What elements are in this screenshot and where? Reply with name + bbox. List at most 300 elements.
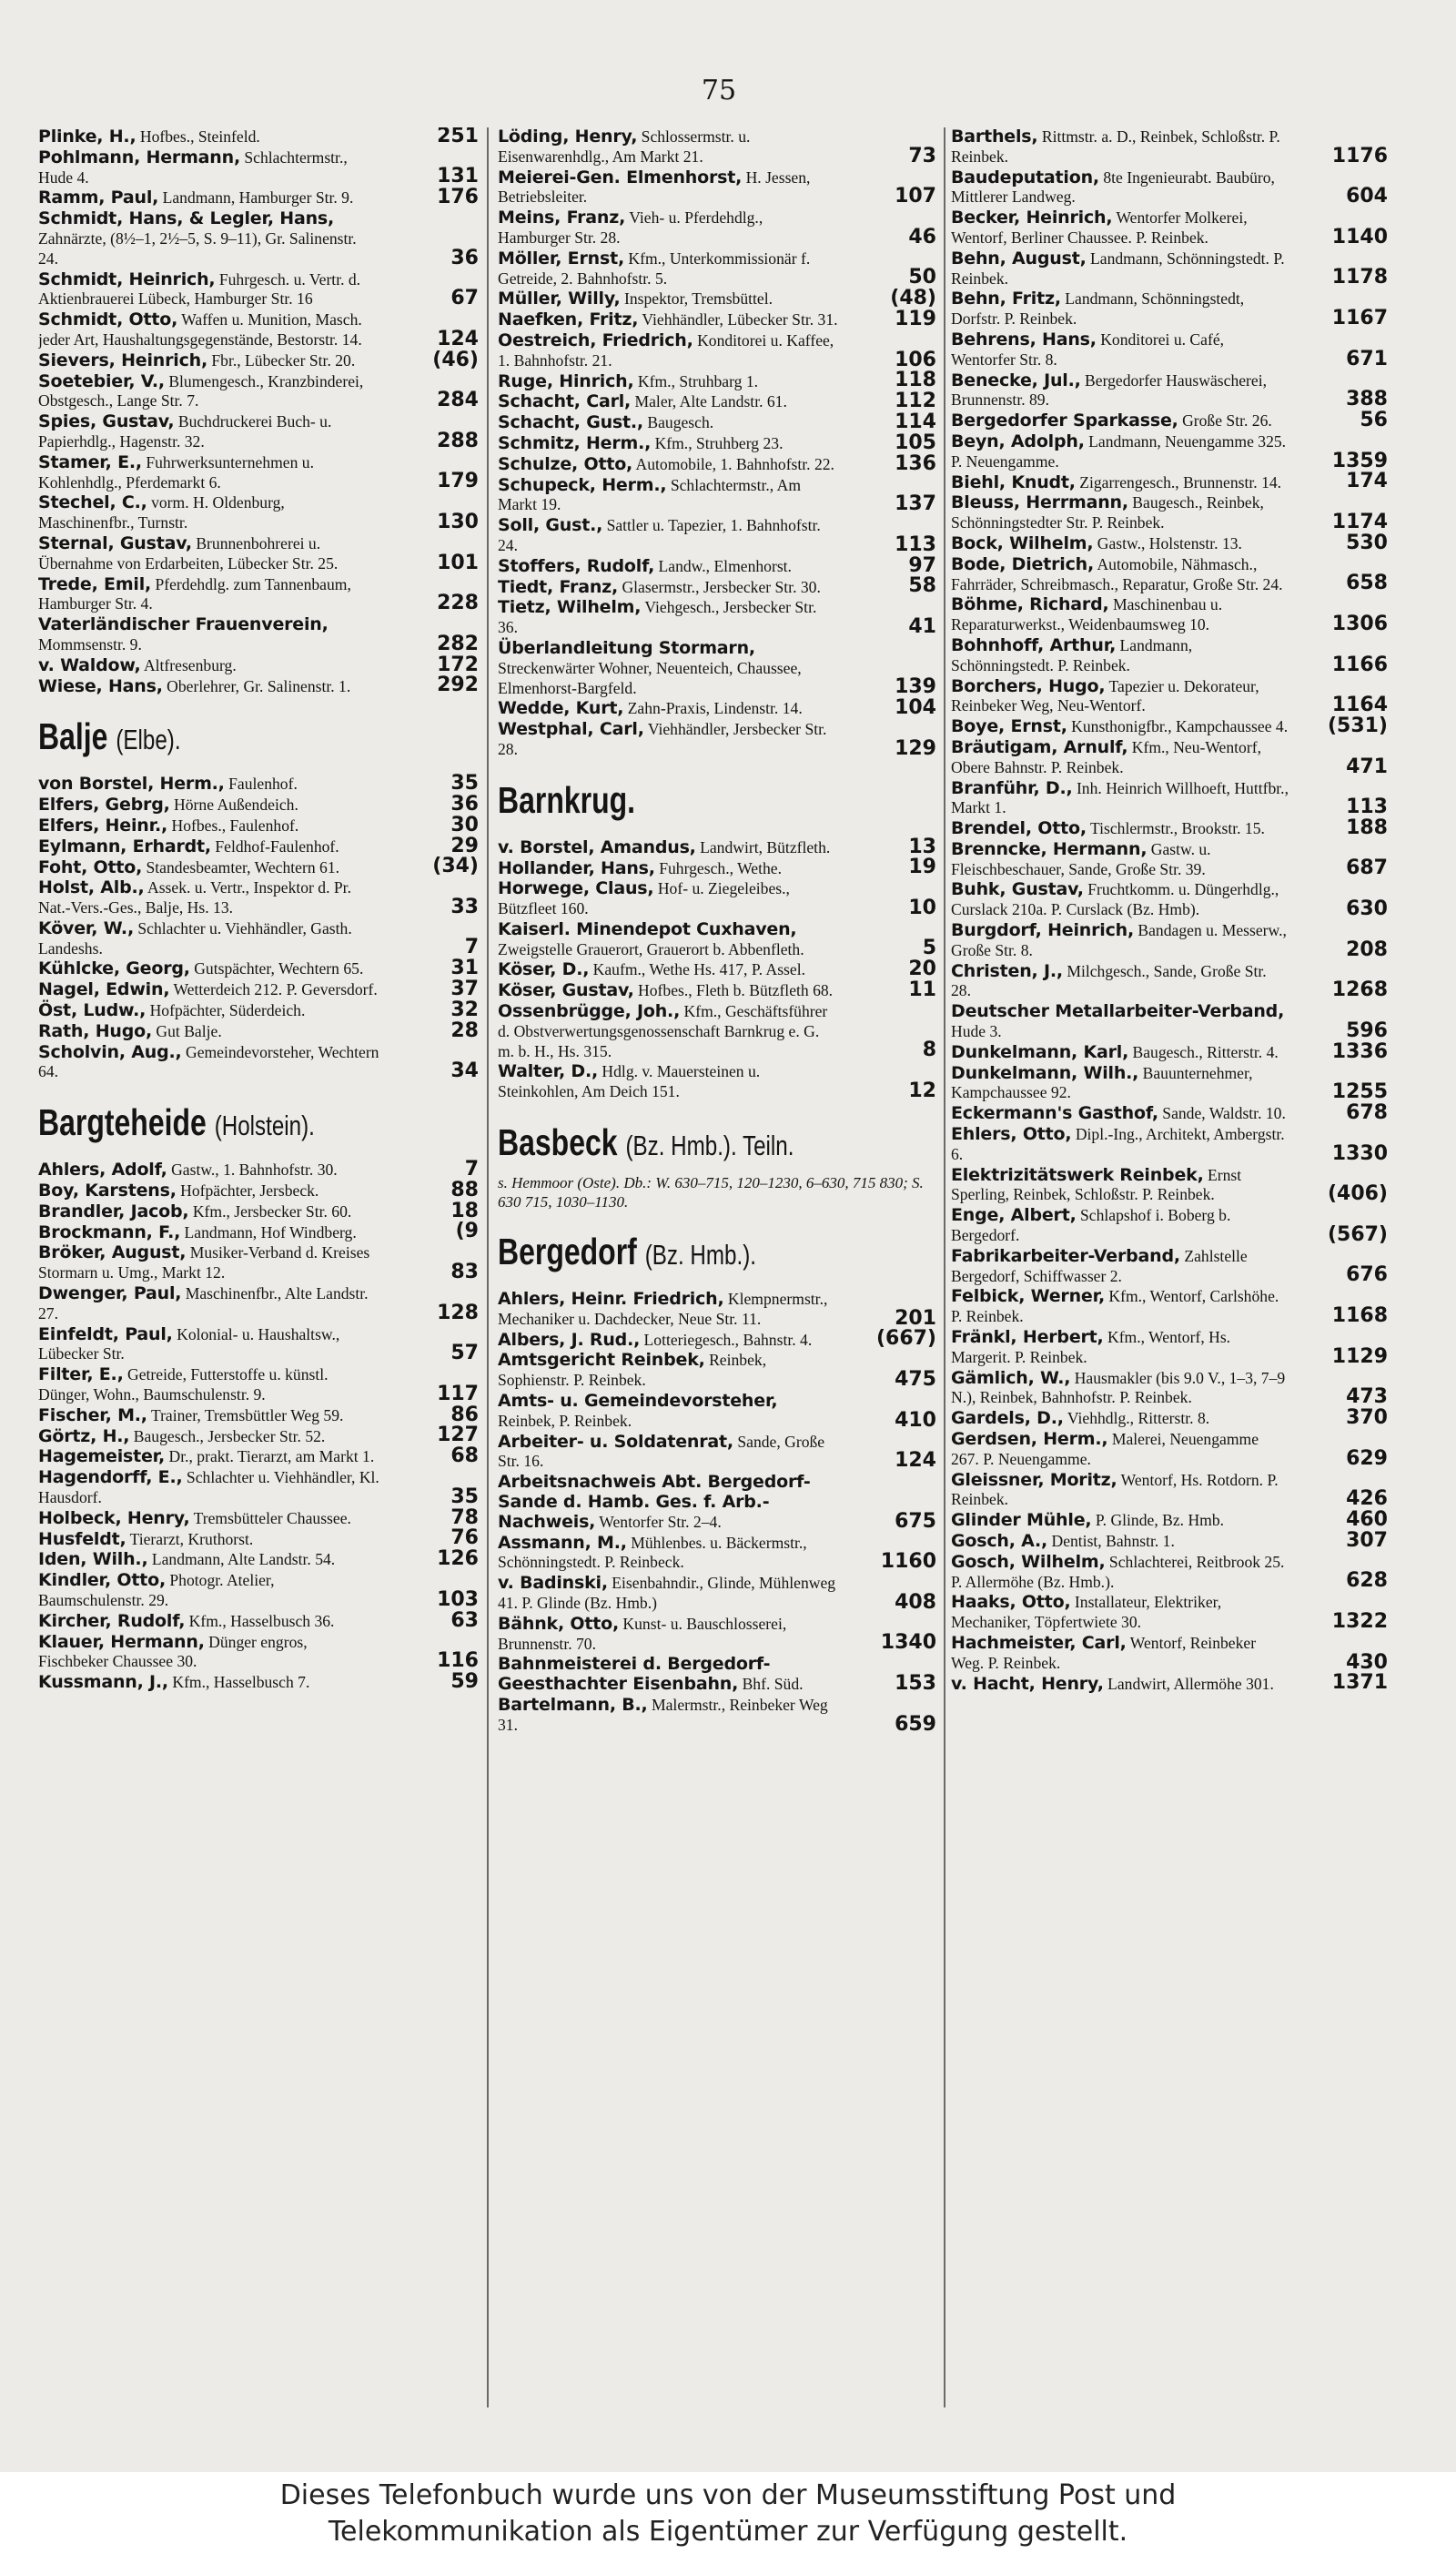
- phone-number: 292: [437, 674, 479, 697]
- directory-entry: [38, 188, 479, 208]
- phone-number: 114: [895, 410, 936, 433]
- phone-number: 97: [908, 553, 936, 577]
- entry-details: Inh. Heinrich Willhoeft, Huttfbr., Markt 1.: [951, 778, 1289, 817]
- entry-name: von Borstel, Herm.,: [38, 774, 225, 795]
- entry-text: [498, 289, 936, 309]
- phone-number: 63: [450, 1608, 479, 1632]
- entry-text: [38, 310, 479, 350]
- entry-text: [498, 410, 936, 433]
- entry-name: Kussmann, J.,: [38, 1672, 168, 1693]
- entry-details: Wentorf, Hs. Rotdorn. P. Reinbek.: [951, 1470, 1279, 1509]
- phone-number: 68: [450, 1444, 479, 1468]
- entry-details: Hdlg. v. Mauersteinen u. Steinkohlen, Am Deich 151.: [498, 1062, 761, 1101]
- entry-name: Gosch, A.,: [951, 1530, 1048, 1551]
- entry-details: Getreide, Futterstoffe u. künstl. Dünger, Wohn., Baumschulenstr. 9.: [38, 1365, 329, 1404]
- entry-text: [38, 348, 479, 371]
- entry-details: Tischlermstr., Brookstr. 15.: [1089, 819, 1265, 838]
- phone-number: 1178: [1331, 266, 1388, 289]
- entry-details: Zahn-Praxis, Lindenstr. 14.: [627, 699, 803, 718]
- entry-text: [38, 493, 479, 533]
- entry-name: Sievers, Heinrich,: [38, 350, 207, 370]
- entry-text: [38, 534, 479, 574]
- directory-entry: [498, 249, 936, 289]
- entry-details: Photogr. Atelier, Baumschulenstr. 29.: [38, 1571, 275, 1609]
- entry-name: Glinder Mühle,: [951, 1510, 1092, 1531]
- phone-number: 112: [895, 390, 936, 413]
- directory-entry: [951, 880, 1388, 920]
- entry-name: Horwege, Claus,: [498, 878, 654, 899]
- directory-entry: [38, 534, 479, 574]
- phone-number: 130: [437, 510, 479, 533]
- entry-name: Iden, Wilh.,: [38, 1549, 148, 1570]
- entry-name: Vaterländischer Frauenverein,: [38, 614, 329, 635]
- phone-number: 430: [1346, 1650, 1388, 1674]
- entry-details: Schlachtermstr., Hude 4.: [38, 147, 348, 187]
- phone-number: 1140: [1331, 225, 1388, 248]
- phone-number: 101: [437, 551, 479, 574]
- entry-details: Zahlstelle Bergedorf, Schiffwasser 2.: [951, 1246, 1248, 1285]
- entry-text: [951, 921, 1388, 961]
- phone-number: 56: [1360, 408, 1388, 431]
- entry-details: Kfm., Jersbecker Str. 60.: [192, 1201, 352, 1221]
- entry-details: Bauunternehmer, Kampchaussee 92.: [951, 1063, 1253, 1102]
- phone-number: 36: [450, 246, 479, 269]
- entry-text: [38, 878, 479, 918]
- entry-name: Borchers, Hugo,: [951, 675, 1106, 696]
- entry-text: [951, 168, 1388, 208]
- directory-entry: [38, 1043, 479, 1083]
- entry-name: Branführ, D.,: [951, 777, 1073, 798]
- entry-name: Sternal, Gustav,: [38, 532, 192, 553]
- entry-text: [38, 792, 479, 816]
- phone-number: 41: [908, 614, 936, 638]
- entry-name: Filter, E.,: [38, 1364, 124, 1385]
- entry-details: Konditorei u. Café, Wentorfer Str. 8.: [951, 329, 1225, 369]
- phone-number: 228: [437, 592, 479, 615]
- directory-entry: [38, 959, 479, 979]
- directory-entry: [38, 148, 479, 188]
- phone-number: 471: [1346, 755, 1388, 778]
- entry-name: Kircher, Rudolf,: [38, 1610, 186, 1631]
- entry-name: Ahlers, Adolf,: [38, 1160, 167, 1181]
- entry-details: Bhf. Süd.: [742, 1675, 804, 1694]
- directory-entry: [498, 574, 936, 598]
- entry-details: Schlapshof i. Boberg b. Bergedorf.: [951, 1206, 1231, 1245]
- entry-text: [498, 476, 936, 516]
- entry-text: [498, 369, 936, 392]
- entry-name: Foht, Otto,: [38, 856, 143, 877]
- phone-number: 128: [437, 1301, 479, 1324]
- entry-details: Landmann, Neuengamme 325. P. Neuengamme.: [951, 431, 1287, 471]
- entry-text: [38, 1220, 479, 1243]
- phone-number: 687: [1346, 856, 1388, 880]
- entry-details: Konditorei u. Kaffee, 1. Bahnhofstr. 21.: [498, 330, 834, 370]
- entry-details: Landmann, Hof Windberg.: [184, 1222, 357, 1242]
- directory-entry: [38, 1243, 479, 1283]
- entry-details: Dr., prakt. Tierarzt, am Markt 1.: [168, 1447, 375, 1466]
- directory-entry: [38, 1505, 479, 1529]
- entry-details: Mühlenbes. u. Bäckermstr., Schönningstedt. P. Reinbeck.: [498, 1533, 807, 1572]
- directory-entry: [951, 555, 1388, 595]
- entry-details: Fuhrgesch., Wethe.: [659, 858, 782, 877]
- entry-name: Bähnk, Otto,: [498, 1613, 620, 1634]
- entry-details: Landmann, Schönningstedt, Dorfstr. P. Reinbek.: [951, 289, 1245, 329]
- entry-text: [498, 1062, 936, 1102]
- entry-details: Gutspächter, Wechtern 65.: [194, 959, 364, 978]
- directory-entry: [951, 493, 1388, 533]
- entry-text: [498, 553, 936, 577]
- directory-entry: [951, 677, 1388, 717]
- entry-text: [38, 615, 479, 655]
- entry-details: Installateur, Elektriker, Mechaniker, Töpfertwiete 30.: [951, 1593, 1222, 1632]
- entry-text: [498, 1433, 936, 1473]
- phone-number: 251: [437, 127, 479, 147]
- directory-entry: [498, 451, 936, 475]
- phone-number: 136: [895, 451, 936, 475]
- phone-number: 408: [895, 1590, 936, 1614]
- entry-text: [498, 720, 936, 760]
- entry-text: [498, 639, 936, 698]
- directory-entry: [951, 816, 1388, 839]
- place-title: Bergedorf: [498, 1231, 637, 1273]
- directory-entry: [951, 371, 1388, 411]
- entry-text: [951, 1002, 1388, 1042]
- entry-details: P. Glinde, Bz. Hmb.: [1095, 1511, 1225, 1530]
- entry-text: [951, 1328, 1388, 1368]
- entry-name: Husfeldt,: [38, 1528, 126, 1549]
- directory-entry: [498, 879, 936, 919]
- entry-name: Hagemeister,: [38, 1446, 166, 1467]
- entry-text: [951, 432, 1388, 472]
- directory-entry: [951, 1287, 1388, 1327]
- entry-text: [38, 834, 479, 857]
- entry-name: Barthels,: [951, 127, 1038, 147]
- directory-entry: [951, 168, 1388, 208]
- entry-text: [498, 960, 936, 980]
- phone-number: 288: [437, 429, 479, 452]
- phone-number: 174: [1346, 470, 1388, 493]
- entry-name: Scholvin, Aug.,: [38, 1041, 182, 1062]
- phone-number: 678: [1346, 1101, 1388, 1125]
- directory-entry: [951, 595, 1388, 635]
- phone-number: (48): [890, 287, 936, 310]
- entry-text: [951, 470, 1388, 493]
- entry-text: [498, 1392, 936, 1432]
- entry-text: [38, 959, 479, 979]
- phone-number: 35: [450, 772, 479, 796]
- directory-entry: [951, 1328, 1388, 1368]
- entry-details: Hofpächter, Jersbeck.: [180, 1181, 319, 1201]
- phone-number: 201: [895, 1306, 936, 1330]
- entry-name: Burgdorf, Heinrich,: [951, 920, 1134, 941]
- entry-name: Plinke, H.,: [38, 127, 136, 147]
- entry-text: [951, 1593, 1388, 1633]
- entry-text: [38, 677, 479, 697]
- phone-number: (567): [1327, 1222, 1388, 1246]
- directory-entry: [498, 516, 936, 556]
- entry-details: Mommsenstr. 9.: [38, 634, 142, 654]
- entry-text: [38, 1608, 479, 1632]
- directory-entry: [951, 1206, 1388, 1246]
- column-divider: [487, 127, 489, 2407]
- entry-details: Zigarrengesch., Brunnenstr. 14.: [1079, 472, 1282, 492]
- phone-number: 83: [450, 1261, 479, 1284]
- entry-details: 8te Ingenieurabt. Baubüro, Mittlerer Landweg.: [951, 167, 1275, 207]
- directory-entry: [498, 307, 936, 330]
- entry-name: Behrens, Hans,: [951, 329, 1097, 350]
- entry-details: Reinbek, Sophienstr. P. Reinbek.: [498, 1351, 767, 1390]
- directory-entry: [498, 835, 936, 858]
- phone-number: 1322: [1331, 1609, 1388, 1633]
- entry-text: [38, 1043, 479, 1083]
- entry-details: Gastw. u. Fleischbeschauer, Sande, Große Str. 39.: [951, 839, 1211, 878]
- phone-number: 131: [437, 165, 479, 188]
- column-2: [498, 127, 936, 2407]
- phone-number: 1340: [880, 1631, 936, 1655]
- entry-name: Bröker, August,: [38, 1242, 187, 1263]
- entry-text: [498, 598, 936, 638]
- directory-entry: [498, 410, 936, 433]
- entry-text: [498, 249, 936, 289]
- entry-text: [951, 1528, 1388, 1552]
- entry-details: Landwirt, Bützfleth.: [700, 837, 831, 856]
- entry-details: Glasermstr., Jersbecker Str. 30.: [622, 577, 821, 596]
- entry-text: [498, 1696, 936, 1736]
- directory-entry: [38, 855, 479, 878]
- directory-entry: [951, 330, 1388, 370]
- entry-name: Arbeiter- u. Soldatenrat,: [498, 1431, 733, 1452]
- entry-name: Gosch, Wilhelm,: [951, 1551, 1106, 1572]
- entry-name: Ahlers, Heinr. Friedrich,: [498, 1289, 724, 1310]
- directory-entry: [951, 1634, 1388, 1674]
- entry-details: Inspektor, Tremsbüttel.: [624, 289, 774, 309]
- directory-entry: [951, 921, 1388, 961]
- directory-entry: [38, 1403, 479, 1426]
- directory-entry: [951, 1528, 1388, 1552]
- entry-name: Elfers, Heinr.,: [38, 815, 168, 836]
- phone-number: (34): [432, 855, 479, 878]
- entry-details: Kfm., Hasselbusch 36.: [188, 1611, 335, 1630]
- entry-name: v. Hacht, Henry,: [951, 1673, 1104, 1694]
- entry-name: Oestreich, Friedrich,: [498, 329, 693, 350]
- entry-text: [38, 1427, 479, 1447]
- entry-details: Baugesch.: [647, 413, 714, 432]
- entry-details: Sande, Große Str. 16.: [498, 1432, 825, 1471]
- entry-details: Automobile, Nähmasch., Fahrräder, Schreibmasch., Reparatur, Große Str. 24.: [951, 554, 1283, 593]
- phone-number: 1255: [1331, 1080, 1388, 1104]
- directory-entry: [38, 1608, 479, 1632]
- place-title: Bargteheide: [38, 1101, 207, 1144]
- entry-details: Viehhdlg., Ritterstr. 8.: [1067, 1409, 1210, 1428]
- phone-number: 658: [1346, 572, 1388, 595]
- entry-name: Fischer, M.,: [38, 1404, 147, 1425]
- entry-details: Fbr., Lübecker Str. 20.: [211, 350, 356, 370]
- entry-name: Hollander, Hans,: [498, 857, 655, 878]
- phone-number: 18: [450, 1199, 479, 1222]
- phone-number: 30: [450, 813, 479, 836]
- entry-details: Ernst Sperling, Reinbek, Schloßstr. P. Reinbek.: [951, 1165, 1242, 1204]
- entry-name: Klauer, Hermann,: [38, 1631, 205, 1652]
- entry-details: Maschinenfbr., Alte Landstr. 27.: [38, 1284, 369, 1323]
- entry-text: [38, 1284, 479, 1324]
- entry-text: [498, 431, 936, 454]
- directory-entry: [951, 962, 1388, 1002]
- entry-text: [951, 816, 1388, 839]
- entry-name: Bräutigam, Arnulf,: [951, 736, 1128, 757]
- entry-name: Dunkelmann, Karl,: [951, 1041, 1129, 1062]
- entry-name: Einfeldt, Paul,: [38, 1323, 173, 1344]
- place-region: (Holstein).: [214, 1110, 315, 1142]
- entry-details: vorm. H. Oldenburg, Maschinenfbr., Turnstr.: [38, 493, 285, 532]
- entry-name: Meierei-Gen. Elmenhorst,: [498, 167, 743, 187]
- entry-details: Kfm., Geschäftsführer d. Obstverwertungsgenossenschaft Barnkrug e. G. m. b. H., Hs. 315.: [498, 1002, 828, 1060]
- entry-details: Kfm., Struhberg 23.: [654, 433, 784, 452]
- phone-number: 671: [1346, 347, 1388, 370]
- directory-entry: [951, 1125, 1388, 1165]
- phone-number: 137: [895, 492, 936, 516]
- directory-entry: [951, 738, 1388, 778]
- directory-entry: [951, 779, 1388, 819]
- phone-number: 1166: [1331, 653, 1388, 676]
- entry-name: Bahnmeisterei d. Bergedorf-Geesthachter Eisenbahn,: [498, 1654, 771, 1695]
- phone-number: 426: [1346, 1487, 1388, 1511]
- place-region: (Bz. Hmb.). Teiln.: [625, 1130, 794, 1162]
- entry-text: [951, 208, 1388, 248]
- directory-entry: [951, 408, 1388, 431]
- phone-number: 105: [895, 431, 936, 454]
- entry-text: [951, 1039, 1388, 1063]
- entry-name: Amtsgericht Reinbek,: [498, 1350, 705, 1371]
- directory-entry: [38, 674, 479, 697]
- entry-name: Schacht, Gust.,: [498, 412, 643, 433]
- directory-entry: [951, 531, 1388, 554]
- directory-entry: [38, 998, 479, 1021]
- entry-details: Zahnärzte, (8½–1, 2½–5, S. 9–11), Gr. Salinenstr. 24.: [38, 228, 357, 268]
- entry-details: Gemeindevorsteher, Wechtern 64.: [38, 1042, 379, 1081]
- directory-entry: [498, 1433, 936, 1473]
- entry-text: [498, 835, 936, 858]
- phone-number: 34: [450, 1059, 479, 1083]
- entry-details: Landmann, Hamburger Str. 9.: [162, 188, 354, 208]
- directory-entry: [38, 1468, 479, 1508]
- entry-details: Hude 3.: [951, 1022, 1002, 1041]
- phone-number: (667): [875, 1327, 936, 1351]
- entry-text: [38, 813, 479, 836]
- phone-number: 1168: [1331, 1304, 1388, 1328]
- phone-number: (531): [1327, 714, 1388, 737]
- entry-text: [951, 1369, 1388, 1409]
- entry-text: [498, 879, 936, 919]
- phone-number: 11: [908, 978, 936, 1002]
- directory-entry: [498, 639, 936, 698]
- phone-number: 78: [450, 1505, 479, 1529]
- phone-number: 28: [450, 1019, 479, 1042]
- phone-number: 126: [437, 1547, 479, 1571]
- directory-entry: [38, 209, 479, 269]
- phone-number: 282: [437, 632, 479, 655]
- phone-number: 113: [1346, 796, 1388, 819]
- phone-number: 86: [450, 1403, 479, 1426]
- entry-text: [951, 738, 1388, 778]
- directory-entry: [38, 1547, 479, 1571]
- phone-number: 13: [908, 835, 936, 858]
- entry-name: Tiedt, Franz,: [498, 576, 619, 597]
- entry-text: [951, 595, 1388, 635]
- entry-name: Boy, Karstens,: [38, 1181, 177, 1201]
- entry-name: Deutscher Metallarbeiter-Verband,: [951, 1001, 1285, 1022]
- entry-name: Kaiserl. Minendepot Cuxhaven,: [498, 918, 797, 939]
- entry-details: Lotteriegesch., Bahnstr. 4.: [643, 1330, 813, 1349]
- entry-text: [951, 1101, 1388, 1125]
- phone-number: 106: [895, 348, 936, 371]
- entry-details: Maler, Alte Landstr. 61.: [634, 392, 787, 411]
- entry-details: Baugesch., Ritterstr. 4.: [1132, 1042, 1279, 1061]
- entry-name: Albers, J. Rud.,: [498, 1329, 641, 1350]
- directory-entry: [38, 772, 479, 796]
- phone-number: 36: [450, 792, 479, 816]
- entry-details: Schlachter u. Viehhändler, Kl. Hausdorf.: [38, 1468, 379, 1507]
- entry-name: Rath, Hugo,: [38, 1020, 152, 1041]
- entry-name: Stoffers, Rudolf,: [498, 555, 655, 576]
- entry-name: Müller, Willy,: [498, 289, 621, 309]
- directory-entry: [498, 920, 936, 960]
- entry-text: [951, 1406, 1388, 1429]
- entry-name: Gleissner, Moritz,: [951, 1469, 1117, 1490]
- directory-entry: [498, 960, 936, 980]
- entry-details: Große Str. 26.: [1182, 411, 1272, 431]
- entry-text: [498, 1002, 936, 1061]
- place-heading: [498, 778, 840, 826]
- entry-details: Dünger engros, Fischbeker Chaussee 30.: [38, 1632, 308, 1671]
- entry-name: Schmidt, Heinrich,: [38, 269, 216, 289]
- entry-text: [951, 531, 1388, 554]
- phone-number: 57: [450, 1342, 479, 1365]
- directory-entry: [498, 1655, 936, 1695]
- phone-number: 119: [895, 307, 936, 330]
- entry-name: Schupeck, Herm.,: [498, 474, 667, 495]
- phone-number: 73: [908, 144, 936, 167]
- entry-text: [498, 1534, 936, 1574]
- phone-number: 118: [895, 369, 936, 392]
- entry-text: [951, 1206, 1388, 1246]
- entry-name: Westphal, Carl,: [498, 719, 644, 740]
- entry-text: [951, 493, 1388, 533]
- footer-line-1: Dieses Telefonbuch wurde uns von der Museumsstiftung Post und: [279, 2479, 1177, 2511]
- entry-name: Brendel, Otto,: [951, 818, 1087, 839]
- phone-number: 1268: [1331, 978, 1388, 1002]
- entry-text: [951, 636, 1388, 676]
- entry-name: Soll, Gust.,: [498, 515, 603, 536]
- entry-details: Kfm., Struhbarg 1.: [637, 371, 759, 390]
- entry-text: [951, 1064, 1388, 1104]
- entry-details: Maschinenbau u. Reparaturwerkst., Weidenbaumsweg 10.: [951, 595, 1223, 634]
- entry-details: Standesbeamter, Wechtern 61.: [146, 857, 340, 877]
- entry-name: Köser, D.,: [498, 959, 590, 980]
- directory-entry: [951, 1247, 1388, 1287]
- entry-details: Schlachtermstr., Am Markt 19.: [498, 475, 801, 514]
- entry-name: Schmitz, Herm.,: [498, 432, 652, 453]
- entry-details: Tremsbütteler Chaussee.: [193, 1508, 351, 1527]
- entry-name: Gämlich, W.,: [951, 1367, 1071, 1388]
- directory-entry: [498, 598, 936, 638]
- entry-name: Haaks, Otto,: [951, 1592, 1071, 1613]
- entry-text: [951, 371, 1388, 411]
- entry-text: [498, 1331, 936, 1351]
- phone-number: 188: [1346, 816, 1388, 839]
- entry-name: Holbeck, Henry,: [38, 1507, 190, 1528]
- entry-details: Altfresenburg.: [143, 655, 237, 674]
- entry-text: [498, 392, 936, 412]
